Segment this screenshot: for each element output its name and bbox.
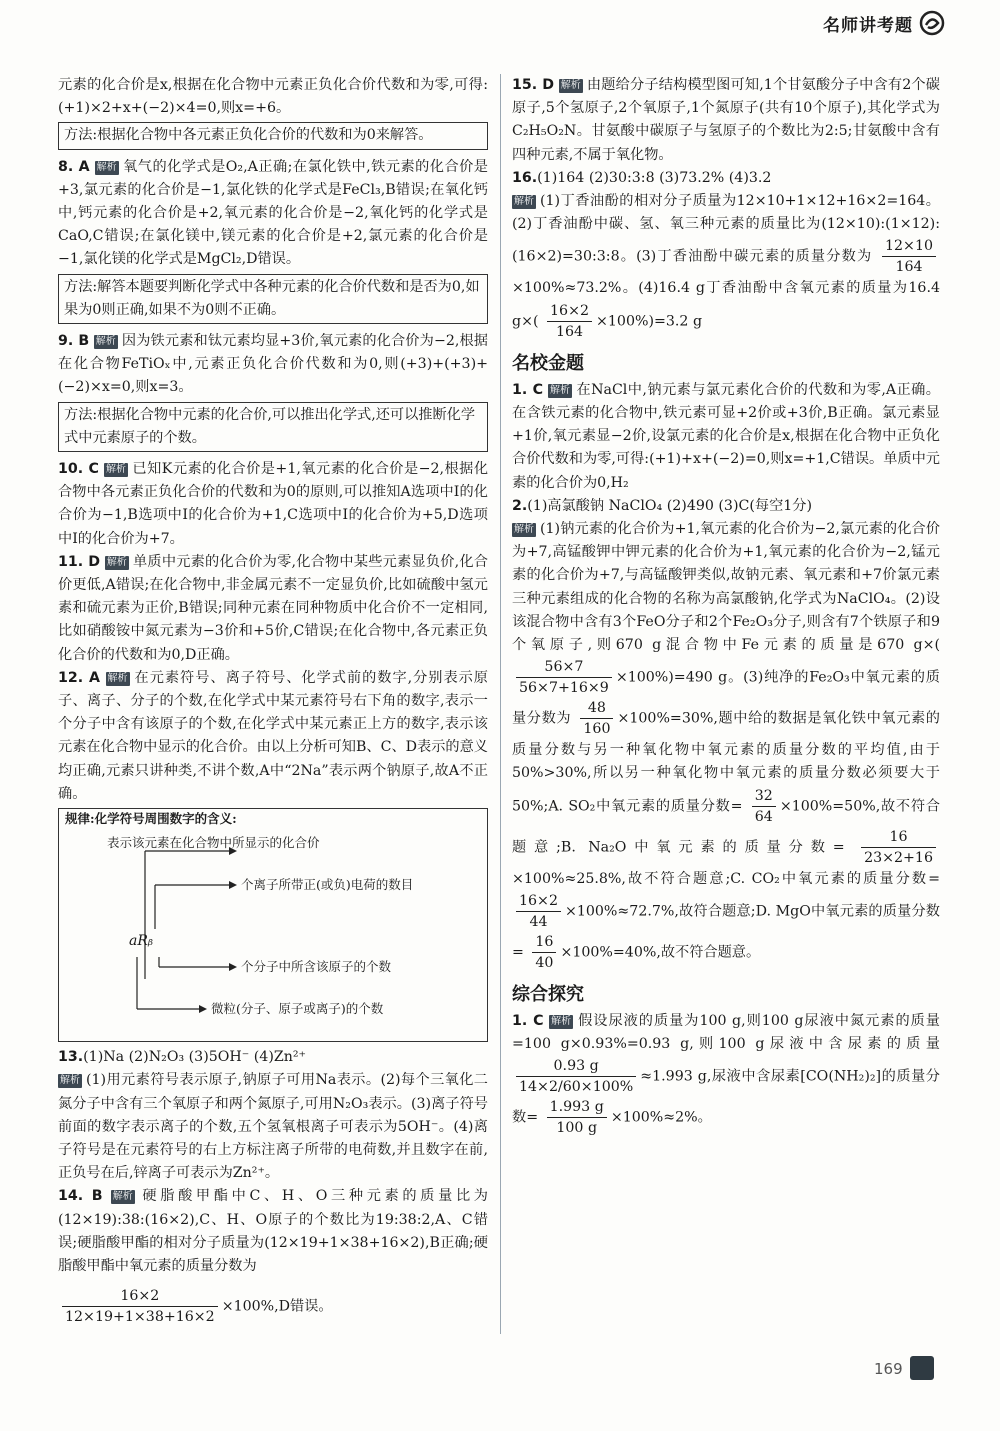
fraction: $\frac{16\times 2}{12\times 19+1\times 38+16\times 2}$ [62, 1286, 218, 1327]
rule-atom-label: 个分子中所含该原子的个数 [241, 959, 392, 975]
fraction: $\frac{16}{23\times 2+16}$ [861, 827, 936, 868]
fraction: $\frac{32}{64}$ [752, 786, 776, 827]
analysis-tag: 解析 [105, 464, 126, 476]
answer-16: 16.(1)164 (2)30:3:8 (3)73.2% (4)3.2 [512, 169, 772, 186]
right-column [512, 74, 940, 1138]
rule-symbol: aRᵦ [129, 933, 153, 950]
answer-10: 10. C 解析 已知K元素的化合价是+1,氧元素的化合价是−2,根据化合物中各元素正负化合价的代数和为0的原则,可以推知A选项中I的化合价为−1,B选项中I的化合价为+1,C选项中I的化合价为+5,D选项中I的化合价为+7。 [58, 461, 489, 547]
answer-8: 8. A 解析 氧气的化学式是O₂,A正确;在氯化铁中,铁元素的化合价是+3,氯元素的化合价是−1,氯化铁的化学式是FeCl₃,B错误;在氧化钙中,钙元素的化合价是+2,氧元素的化合价是−2,氧化钙的化学式是CaO,C错误;在氯化镁中,镁元素的化合价是+2,氯元素的化合价是−1,氯化镁的化学式是MgCl₂,D错误。 [58, 158, 488, 268]
column-divider [500, 74, 501, 1334]
analysis-tag: 解析 [514, 196, 534, 208]
fraction: $\frac{12\times 10}{164}$ [882, 236, 936, 277]
fraction: $\frac{48}{160}$ [580, 698, 613, 739]
fraction: $\frac{16\times 2}{164}$ [547, 301, 592, 342]
answer-13: 13.(1)Na (2)N₂O₃ (3)5OH⁻ (4)Zn²⁺ [58, 1049, 307, 1066]
logo-icon [919, 10, 945, 36]
answer-14: 14. B 解析 硬脂酸甲酯中C、H、O三种元素的质量比为(12×19):38:(16×2),C、H、O原子的个数比为19:38:2,A、C错误;硬脂酸甲酯的相对分子质量为(12×19+1×38+16×2),B正确;硬脂酸甲酯中氧元素的质量分数为 [58, 1188, 488, 1274]
analysis-tag: 解析 [551, 1016, 572, 1028]
rule-diagram [58, 808, 488, 1042]
analysis-tag: 解析 [95, 336, 116, 348]
page-header [823, 10, 945, 36]
formula-line: $\frac{16\times 2}{12\times 19+1\times 38+16\times 2}$ ×100%,D错误。 [58, 1286, 488, 1327]
answer-z1: 1. C 解析 假设尿液的质量为100 g,则100 g尿液中氮元素的质量=100 g×0.93%=0.93 g,则100 g尿液中含尿素的质量 $\frac{0.93 g}{14\times 2/60\times 100\%}$ ≈1.993 g,尿液中含尿素[CO(NH₂)₂]的质量分数= $\frac{1.993 g}{100 g}$ ×100%≈2%。 [512, 1013, 940, 1137]
rule-charge-label: 个离子所带正(或负)电荷的数目 [241, 877, 414, 893]
analysis-tag: 解析 [107, 672, 128, 684]
analysis-tag: 解析 [106, 556, 127, 568]
answer-m1: 1. C 解析 在NaCl中,钠元素与氯元素化合价的代数和为零,A正确。在含铁元素的化合物中,铁元素可显+2价或+3价,B正确。氯元素显+1价,氧元素显−2价,设氯元素的化合价是x,根据在化合物中正负化合价代数和为零,可得:(+1)+x+(−2)=0,则x=+1,C错误。单质中元素的化合价为0,H₂ [512, 381, 940, 491]
page-corner-mark [910, 1356, 934, 1380]
rule-title: 规律:化学符号周围数字的含义: [65, 811, 237, 827]
analysis-tag: 解析 [514, 524, 534, 536]
section-title: 综合探究 [512, 983, 584, 1005]
analysis-13: 解析 (1)用元素符号表示原子,钠原子可用Na表示。(2)每个三氧化二氮分子中含有三个氧原子和两个氮原子,可用N₂O₃表示。(3)离子符号前面的数字表示离子的个数,五个氢氧根离子可表示为5OH⁻。(4)离子符号是在元素符号的右上方标注离子所带的电荷数,并且数字在前,正负号在后,锌离子可表示为Zn²⁺。 [58, 1072, 488, 1182]
header-title: 名师讲考题 [823, 15, 913, 36]
section-title: 名校金题 [512, 352, 584, 374]
fraction: $\frac{16\times 2}{44}$ [516, 891, 561, 932]
fraction: $\frac{0.93 g}{14\times 2/60\times 100\%}$ [516, 1056, 636, 1097]
fraction: $\frac{56\times 7}{56\times 7+16\times 9}$ [516, 657, 612, 698]
method-box: 方法:根据化合物中元素的化合价,可以推出化学式,还可以推断化学式中元素原子的个数。 [58, 402, 488, 452]
analysis-tag: 解析 [96, 161, 117, 173]
answer-11: 11. D 解析 单质中元素的化合价为零,化合物中某些元素显负价,化合价更低,A错误;在化合物中,非金属元素不一定显负价,比如硫酸中氢元素和硫元素为正价,B错误;同种元素在同种物质中化合价不一定相同,比如硝酸铵中氮元素为−3价和+5价,C错误;在化合物中,各元素正负化合价的代数和为0,D正确。 [58, 553, 488, 663]
rule-particle-label: 微粒(分子、原子或离子)的个数 [211, 1001, 384, 1017]
analysis-m2: 解析 (1)钠元素的化合价为+1,氧元素的化合价为−2,氯元素的化合价为+7,高锰酸钾中钾元素的化合价为+1,氧元素的化合价为−2,锰元素的化合价为+7,与高锰酸钾类似,故钠元素、氧元素和+7价氯元素三种元素组成的化合物的名称为高氯酸钠,化学式为NaClO₄。(2)设该混合物中含有3个FeO分子和2个Fe₂O₃分子,则含有7个铁原子和9个氧原子,则670 g混合物中Fe元素的质量是670 g×( $\frac{56\times 7}{56\times 7+16\times 9}$ ×100%)=490 g。(3)纯净的Fe₂O₃中氧元素的质量分数为 $\frac{48}{160}$ ×100%=30%,题中给的数据是氧化铁中氧元素的质量分数与另一种氧化物中氧元素的质量分数的平均值,由于50%>30%,所以另一种氧化物中氧元素的质量分数必须要大于50%;A. SO₂中氧元素的质量分数= $\frac{32}{64}$ ×100%=50%,故不符合题意;B. Na₂O中氧元素的质量分数= $\frac{16}{23\times 2+16}$ ×100%≈25.8%,故不符合题意;C. CO₂中氧元素的质量分数= $\frac{16\times 2}{44}$ ×100%≈72.7%,故符合题意;D. MgO中氧元素的质量分数= $\frac{16}{40}$ ×100%=40%,故不符合题意。 [512, 521, 940, 971]
left-column [58, 74, 488, 1335]
rule-valence-label: 表示该元素在化合物中所显示的化合价 [107, 835, 320, 851]
analysis-tag: 解析 [550, 384, 571, 396]
paragraph: 元素的化合价是x,根据在化合物中元素正负化合价代数和为零,可得:(+1)×2+x+(−2)×4=0,则x=+6。 [58, 77, 488, 117]
method-box: 方法:解答本题要判断化学式中各种元素的化合价代数和是否为0,如果为0则正确,如果不为0则不正确。 [58, 274, 488, 324]
fraction: $\frac{16}{40}$ [532, 932, 556, 973]
analysis-tag: 解析 [60, 1075, 80, 1087]
answer-15: 15. D 解析 由题给分子结构模型图可知,1个甘氨酸分子中含有2个碳原子,5个氢原子,2个氧原子,1个氮原子(共有10个原子),其化学式为C₂H₅O₂N。甘氨酸中碳原子与氢原子的个数比为2:5;甘氨酸中含有四种元素,不属于氧化物。 [512, 77, 940, 163]
analysis-tag: 解析 [112, 1191, 133, 1203]
answer-12: 12. A 解析 在元素符号、离子符号、化学式前的数字,分别表示原子、离子、分子的个数,在化学式中某元素符号右下角的数字,表示一个分子中含有该原子的个数,在化学式中某元素正上方的数字,表示该元素在化合物中显示的化合价。由以上分析可知B、C、D表示的意义均正确,元素只讲种类,不讲个数,A中“2Na”表示两个钠原子,故A不正确。 [58, 669, 488, 802]
analysis-16: 解析 (1)丁香油酚的相对分子质量为12×10+1×12+16×2=164。(2)丁香油酚中碳、氢、氧三种元素的质量比为(12×10):(1×12):(16×2)=30:3:8。(3)丁香油酚中碳元素的质量分数为 $\frac{12\times 10}{164}$ ×100%≈73.2%。(4)16.4 g丁香油酚中含氧元素的质量为16.4 g×( $\frac{16\times 2}{164}$ ×100%)=3.2 g [512, 193, 940, 340]
fraction: $\frac{1.993 g}{100 g}$ [547, 1097, 607, 1138]
answer-9: 9. B 解析 因为铁元素和钛元素均显+3价,氧元素的化合价为−2,根据在化合物FeTiOₓ中,元素正负化合价代数和为0,则(+3)+(+3)+(−2)×x=0,则x=3。 [58, 333, 488, 396]
method-box: 方法:根据化合物中各元素正负化合价的代数和为0来解答。 [58, 122, 488, 149]
page-number: 169 [874, 1360, 903, 1378]
answer-m2: 2.(1)高氯酸钠 NaClO₄ (2)490 (3)C(每空1分) [512, 497, 813, 514]
analysis-tag: 解析 [560, 80, 581, 91]
